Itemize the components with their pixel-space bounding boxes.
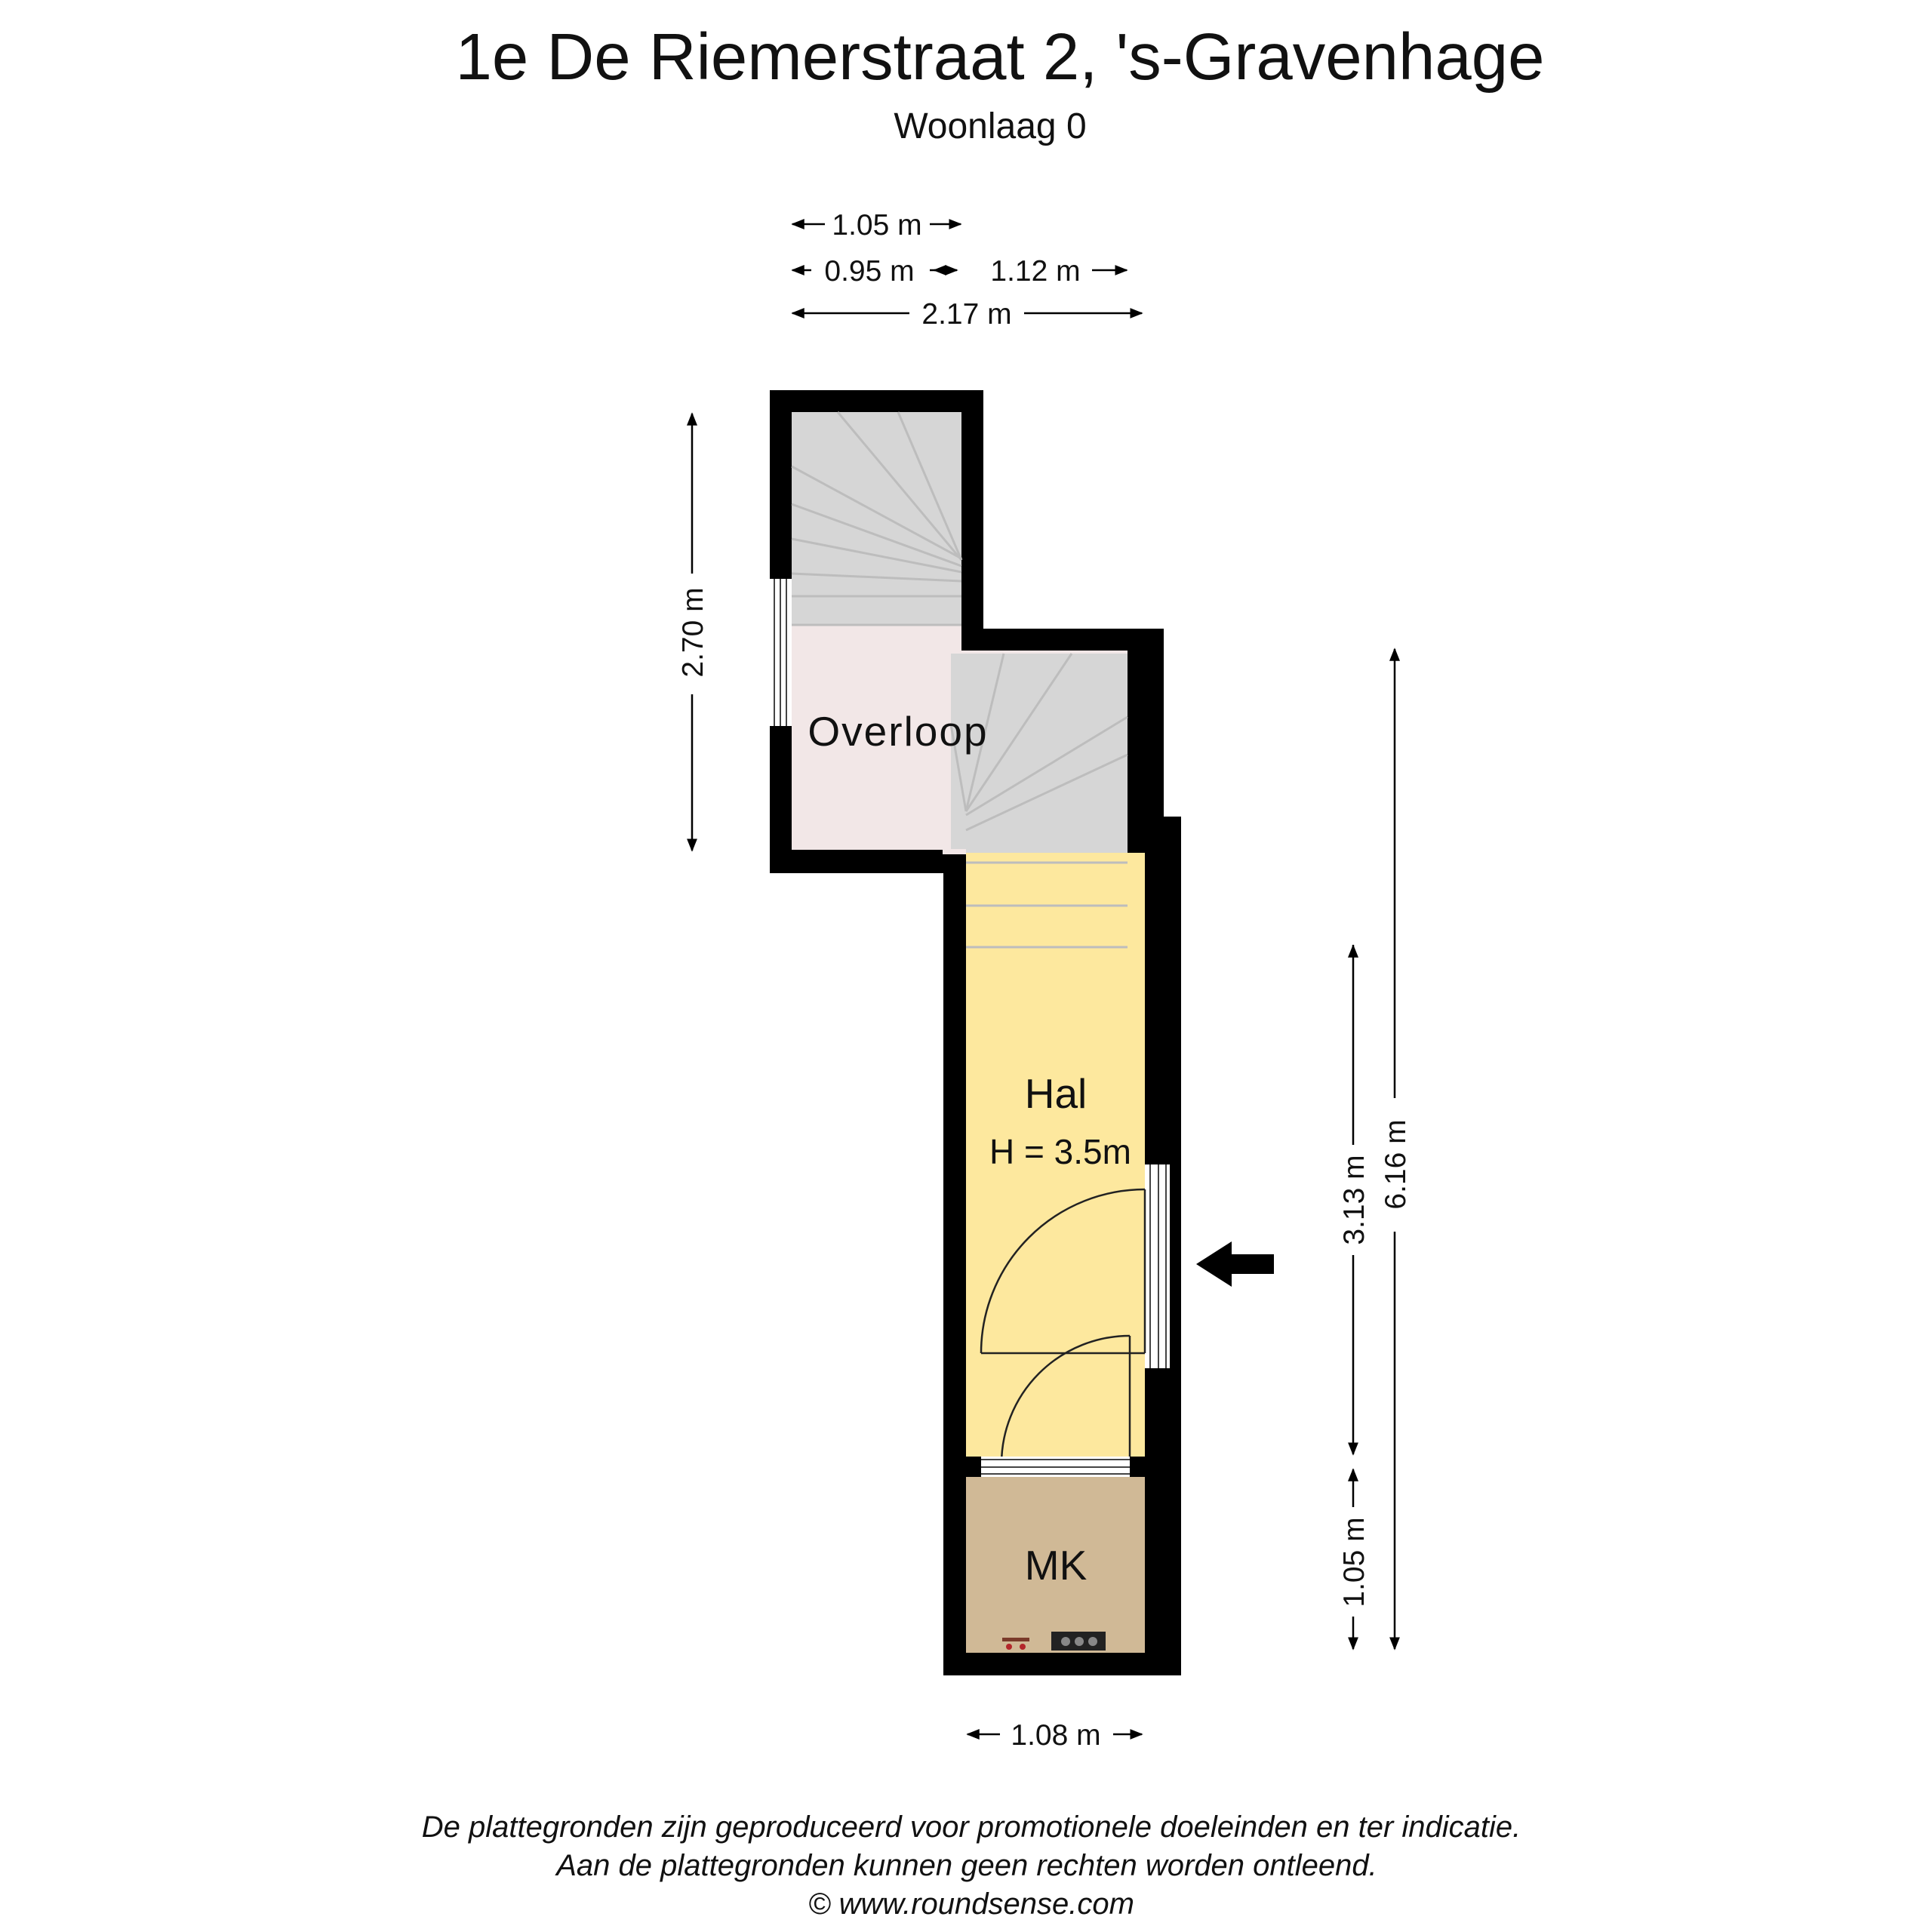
room-label-overloop: Overloop <box>808 708 989 755</box>
disclaimer-line-1: De plattegronden zijn geproduceerd voor promotionele doeleinden en ter indicatie. <box>421 1810 1521 1844</box>
dim-right-b: 1.05 m <box>1338 1517 1371 1607</box>
entrance-opening <box>1145 1164 1170 1368</box>
room-height-hal: H = 3.5m <box>989 1132 1131 1171</box>
room-label-hal: Hal <box>1024 1070 1088 1117</box>
floor-level-label: Woonlaag 0 <box>894 106 1087 146</box>
room-label-mk: MK <box>1024 1542 1088 1589</box>
right-dimensions <box>1338 649 1412 1649</box>
plan-title: 1e De Riemerstraat 2, 's-Gravenhage <box>455 20 1545 94</box>
dim-top-2b: 1.12 m <box>990 255 1081 288</box>
bottom-dimension <box>968 1719 1142 1752</box>
dim-top-2a: 0.95 m <box>824 255 915 288</box>
top-dimensions <box>792 209 1142 331</box>
dim-top-1: 1.05 m <box>832 209 922 242</box>
mk-doorway <box>966 1457 1145 1477</box>
dim-right-total: 6.16 m <box>1380 1119 1412 1210</box>
overloop-window <box>770 579 792 726</box>
dim-right-a: 3.13 m <box>1338 1155 1371 1245</box>
disclaimer-line-2: Aan de plattegronden kunnen geen rechten worden ontleend. <box>556 1849 1377 1882</box>
dim-left: 2.70 m <box>677 587 709 678</box>
upper-staircase-icon <box>792 412 961 625</box>
dim-top-3: 2.17 m <box>921 298 1012 331</box>
dim-bottom: 1.08 m <box>1011 1719 1101 1752</box>
left-dimension <box>677 414 709 851</box>
stove-icon <box>1051 1632 1106 1651</box>
copyright-line: © www.roundsense.com <box>808 1887 1134 1921</box>
entrance-arrow-icon <box>1196 1241 1274 1287</box>
